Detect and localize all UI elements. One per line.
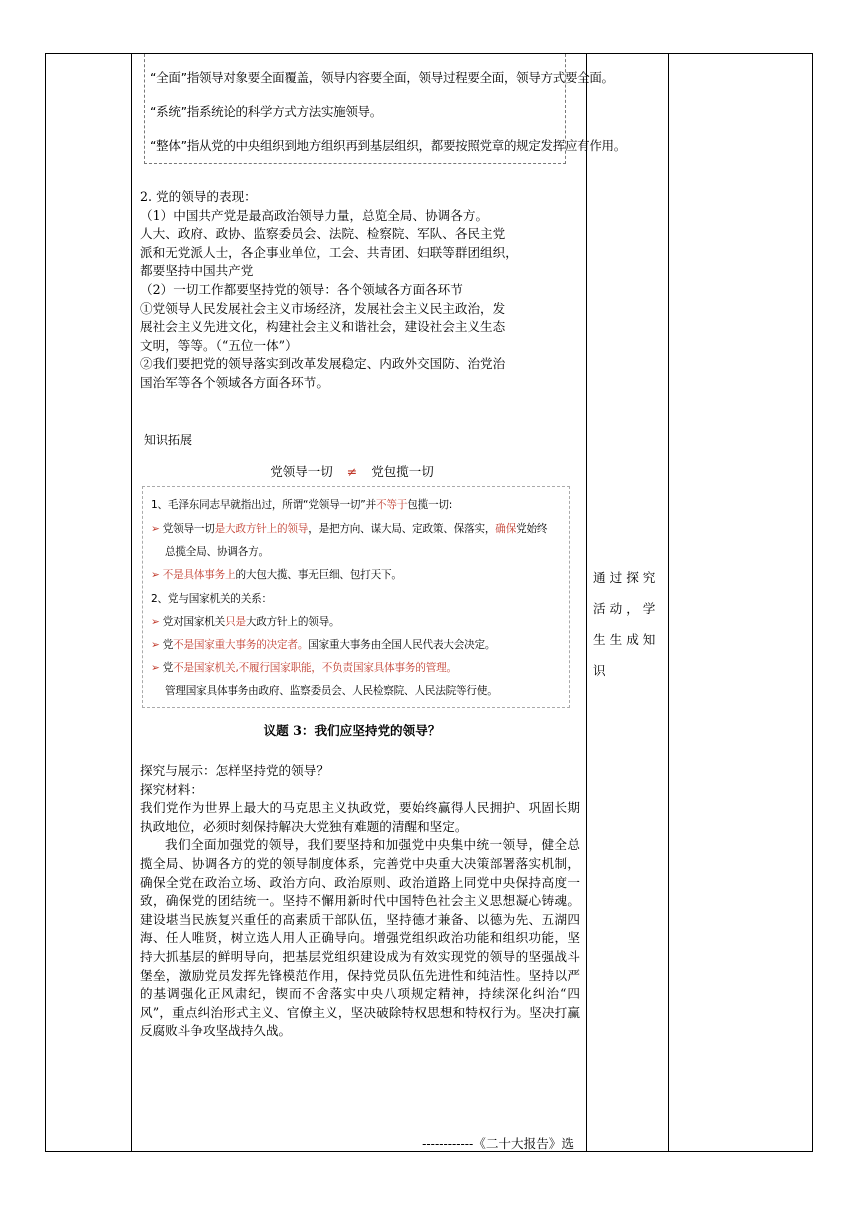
definition-quanmian: “全面”指领导对象要全面覆盖，领导内容要全面，领导过程要全面，领导方式要全面。 (150, 70, 614, 85)
knowledge-line (151, 567, 402, 582)
item1-title: （1）中国共产党是最高政治领导力量，总览全局、协调各方。 (140, 207, 489, 223)
highlight-text: 确保 (495, 523, 517, 535)
material-paragraph: 我们全面加强党的领导，我们要坚持和加强党中央集中统一领导，健全总揽全局、协调各方的党的领导制度体系，完善党中央重大决策部署落实机制，确保全党在政治立场、政治方向、政治原则、政治道路上同党中央保持高度一致，确保党的团结统一。坚持不懈用新时代中国特色社会主义思想凝心铸魂。建设堪当民族复兴重任的高素质干部队伍，坚持德才兼备、以德为先、五湖四海、任人唯贤，树立选人用人正确导向。增强党组织政治功能和组织功能，坚持大抓基层的鲜明导向，把基层党组织建设成为有效实现党的领导的坚强战斗堡垒，激励党员发挥先锋模范作用，保持党员队伍先进性和纯洁性。坚持以严的基调强化正风肃纪，锲而不舍落实中央八项规定精神，持续深化纠治“四风”，重点纠治形式主义、官僚主义，坚决破除特权思想和特权行为。坚决打赢反腐败斗争攻坚战持久战。 (140, 837, 580, 1039)
material-label: 探究材料： (140, 781, 203, 797)
column-divider (668, 54, 669, 1151)
knowledge-text: 党 (162, 639, 174, 651)
knowledge-subtitle (132, 462, 572, 480)
highlight-text: 不是国家机关,不履行国家职能，不负责国家具体事务的管理。 (173, 662, 457, 674)
knowledge-line (151, 637, 495, 652)
leadership-section (140, 188, 580, 393)
section-heading: 2. 党的领导的表现： (140, 189, 257, 204)
lesson-table (45, 53, 813, 1152)
item1-line: 人大、政府、政协、监察委员会、法院、检察院、军队、各民主党 (140, 226, 506, 242)
definition-xitong: “系统”指系统论的科学方式方法实施领导。 (150, 104, 382, 119)
topic-3-title: 议题 3：我们应坚持党的领导？ (263, 723, 441, 738)
knowledge-line (151, 591, 272, 606)
content-column (132, 54, 626, 1151)
knowledge-text: 管理国家具体事务由政府、监察委员会、人民检察院、人民法院等行使。 (165, 685, 498, 697)
highlight-text: 只是 (225, 616, 246, 628)
knowledge-text: 国家重大事务由全国人民代表大会决定。 (308, 639, 496, 651)
item1-line: 派和无党派人士，各企事业单位，工会、共青团、妇联等群团组织， (140, 244, 518, 260)
knowledge-text: 党对国家机关 (162, 616, 226, 628)
item2-line: ②我们要把党的领导落实到改革发展稳定、内政外交国防、治党治 (140, 356, 506, 372)
material-paragraph: 我们党作为世界上最大的马克思主义执政党，要始终赢得人民拥护、巩固长期执政地位，必须时刻保持解决大党独有难题的清醒和坚定。 (140, 800, 580, 834)
knowledge-text: 党领导一切 (162, 523, 215, 535)
knowledge-line (165, 683, 498, 698)
bullet-arrow-icon: ➢ (151, 616, 160, 628)
item2-line: 国治军等各个领域各方面各环节。 (140, 374, 329, 390)
highlight-text: 是大政方针上的领导 (214, 523, 309, 535)
knowledge-text: 党始终 (516, 523, 548, 535)
not-equal-sign: ≠ (346, 464, 358, 479)
knowledge-box (142, 486, 570, 708)
knowledge-text: ，是把方向、谋大局、定政策、保落实， (308, 523, 496, 535)
explore-material (140, 762, 580, 1041)
knowledge-text: 大政方针上的领导。 (245, 616, 340, 628)
item2-line: 展社会主义先进文化，构建社会主义和谐社会，建设社会主义生态 (140, 319, 506, 335)
item2-line: ①党领导人民发展社会主义市场经济，发展社会主义民主政治，发 (140, 300, 506, 316)
bullet-arrow-icon: ➢ (151, 569, 160, 581)
bullet-arrow-icon: ➢ (151, 523, 160, 535)
knowledge-text: 1、毛泽东同志早就指出过，所谓“党领导一切”并 (151, 499, 376, 511)
item2-line: 文明，等等。（“五位一体”） (140, 337, 298, 353)
bullet-arrow-icon: ➢ (151, 662, 160, 674)
knowledge-text: 的大包大揽、事无巨细、包打天下。 (235, 569, 402, 581)
subtitle-left: 党领导一切 (270, 464, 333, 479)
knowledge-line (165, 544, 269, 559)
knowledge-line (151, 614, 339, 629)
knowledge-line (151, 497, 452, 512)
highlight-text: 不等于 (376, 499, 408, 511)
explore-heading: 探究与展示：怎样坚持党的领导？ (140, 763, 329, 778)
highlight-text: 不是国家重大事务的决定者。 (173, 639, 309, 651)
design-intent-column (587, 54, 668, 1151)
knowledge-line (151, 660, 457, 675)
knowledge-title: 知识拓展 (144, 433, 193, 447)
highlight-text: 不是具体事务上 (162, 569, 236, 581)
knowledge-text: 2、党与国家机关的关系： (151, 593, 272, 605)
subtitle-right: 党包揽一切 (371, 464, 434, 479)
design-intent-note: 通过探究活动，学生生成知识 (593, 570, 660, 678)
definition-box (144, 54, 626, 164)
knowledge-text: 总揽全局、协调各方。 (165, 546, 269, 558)
item1-line: 都要坚持中国共产党 (140, 263, 254, 279)
bullet-arrow-icon: ➢ (151, 639, 160, 651)
knowledge-line (151, 521, 547, 536)
knowledge-text: 包揽一切: (407, 499, 453, 511)
definition-zhengti: “整体”指从党的中央组织到地方组织再到基层组织，都要按照党章的规定发挥应有作用。 (150, 138, 626, 153)
item2-title: （2）一切工作都要坚持党的领导：各个领域各方面各环节 (140, 281, 463, 297)
knowledge-text: 党 (162, 662, 174, 674)
source-citation: ------------《二十大报告》选 (422, 1136, 574, 1151)
